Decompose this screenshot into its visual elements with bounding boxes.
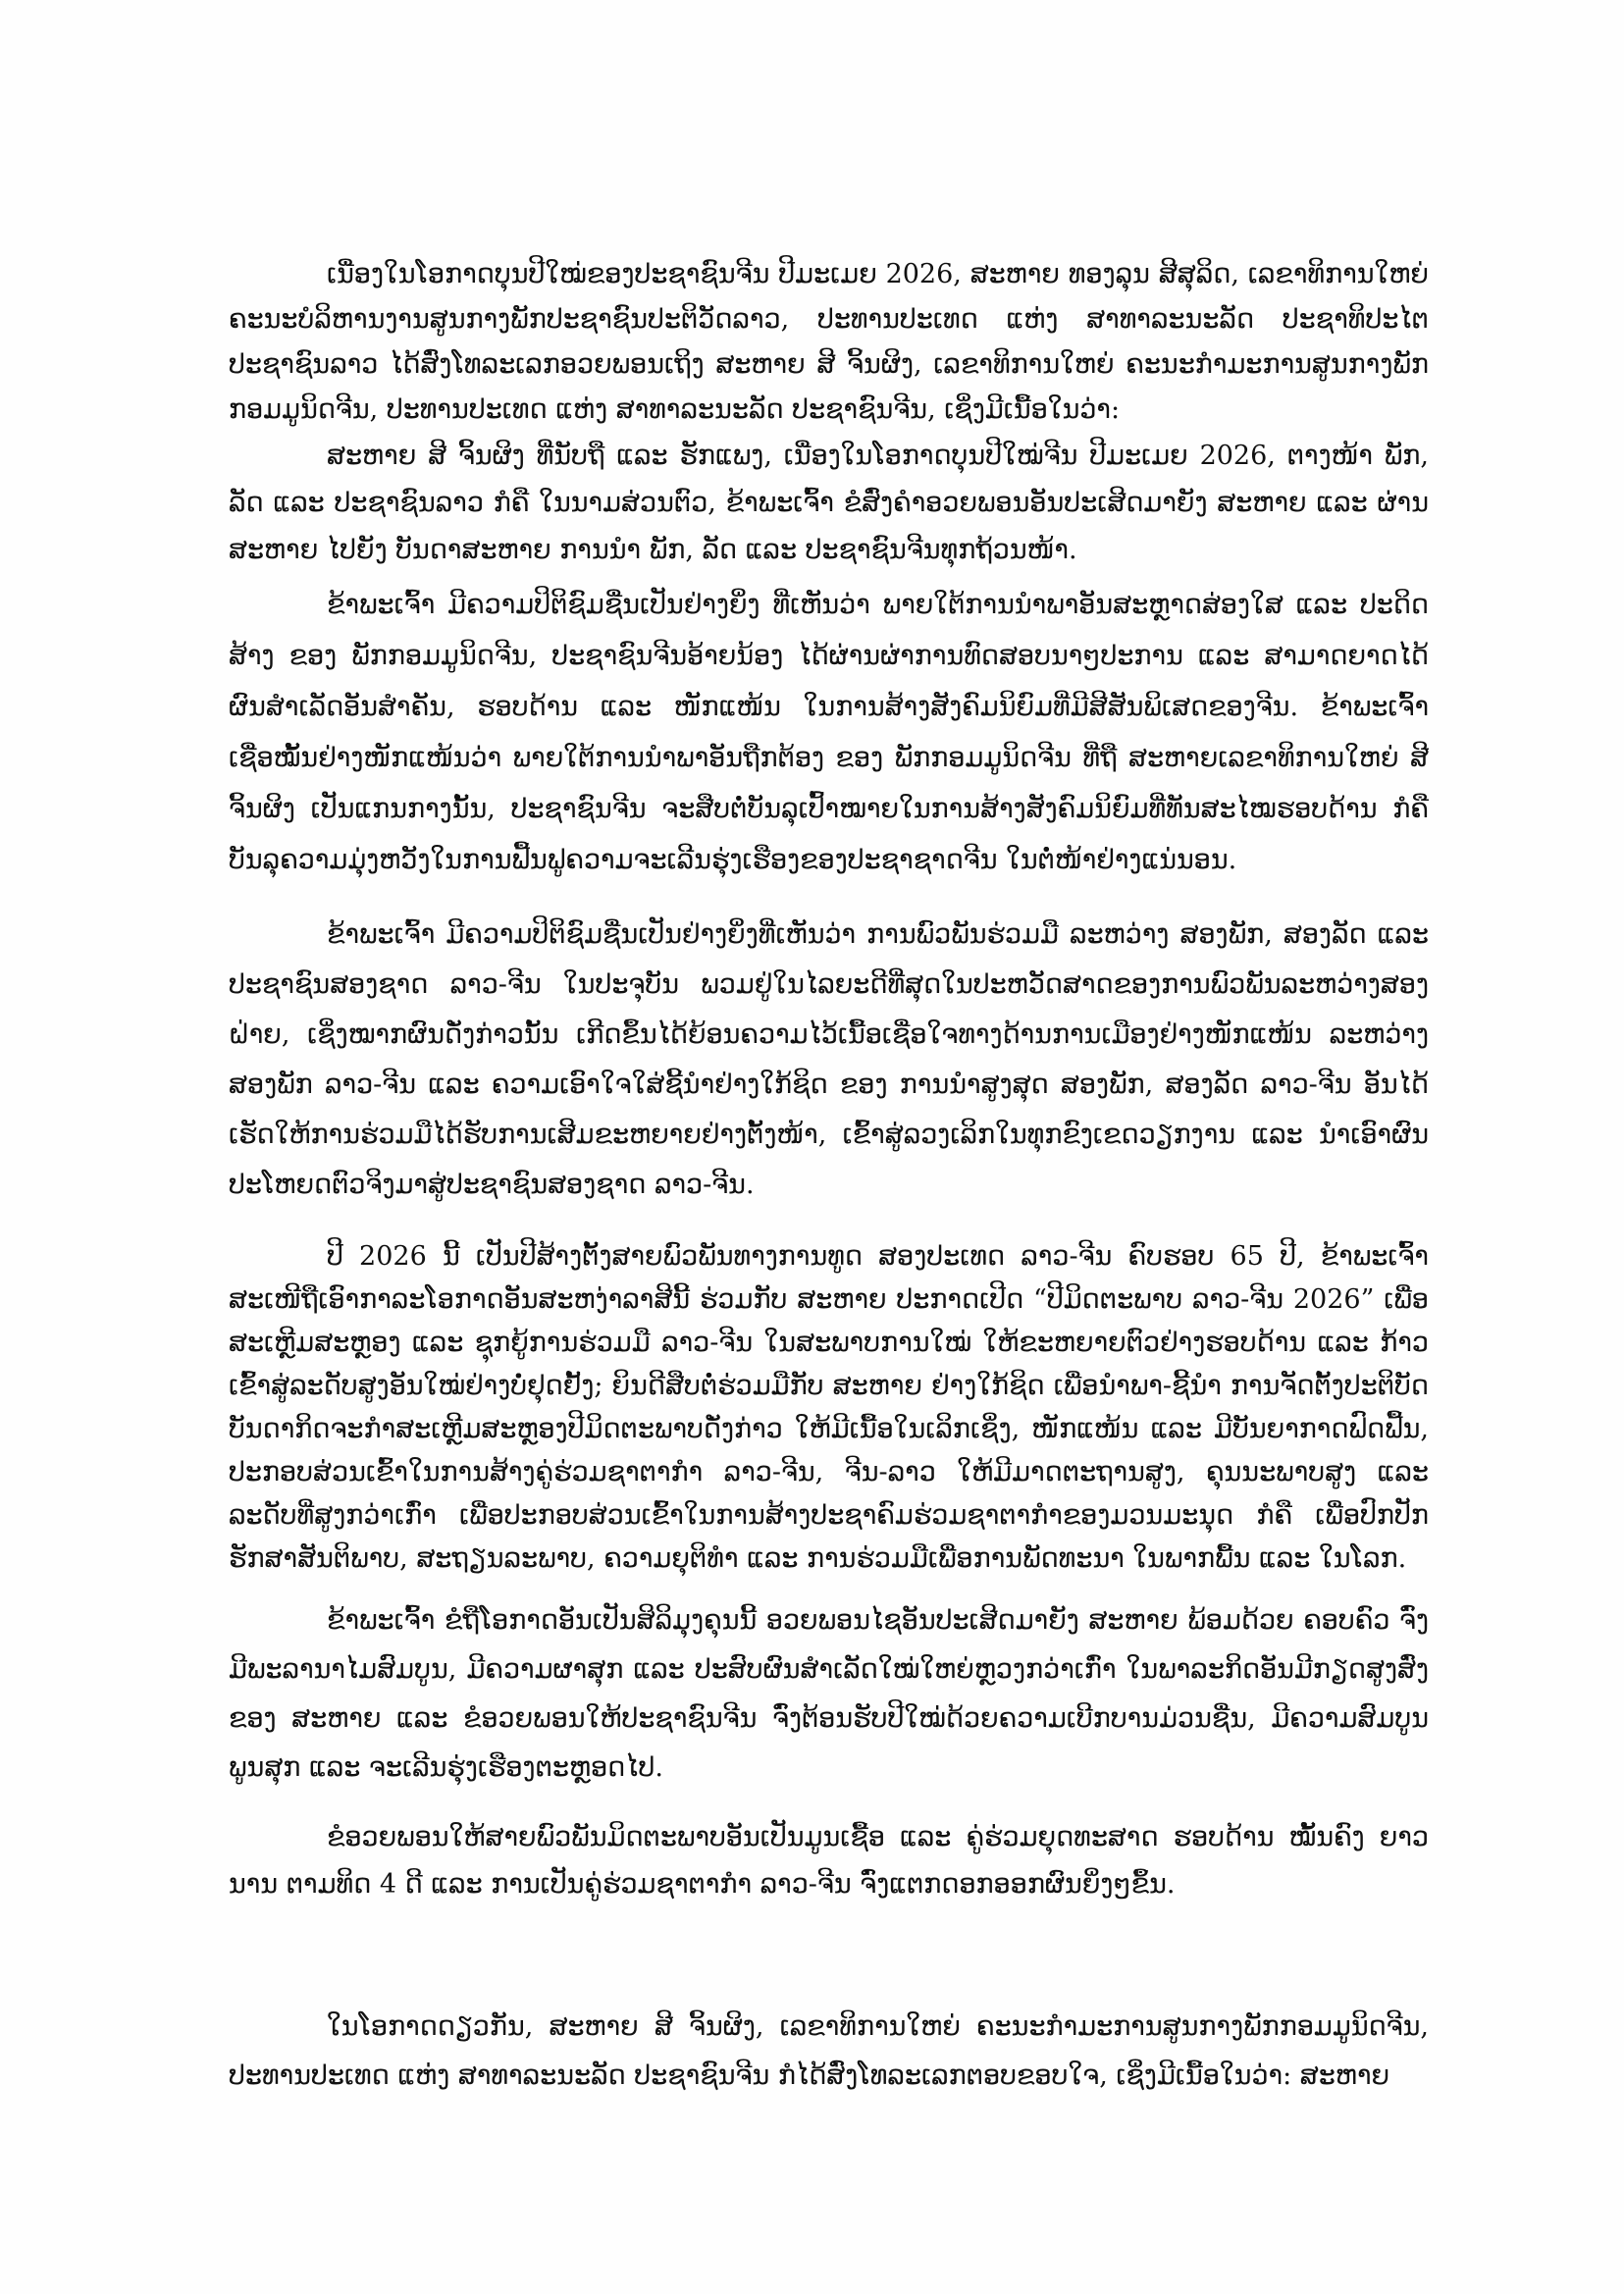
paragraph-closing-wish: ຂໍອວຍພອນໃຫ້ສາຍພົວພັນມິດຕະພາບອັນເປັນມູນເຊື້ອ ແລະ ຄູ່ຮ່ວມຍຸດທະສາດ ຮອບດ້ານ ໝັ້ນຄົງ ຍາວນານ ຕາມທິດ 4 ດີ ແລະ ການເປັນຄູ່ຮ່ວມຊາຕາກຳ ລາວ-ຈີນ ຈົ່ງແຕກດອກອອກຜົນຍິ່ງໆຂຶ້ນ. xyxy=(229,1822,1429,1900)
paragraph-reply-intro: ໃນໂອກາດດຽວກັນ, ສະຫາຍ ສີ ຈິ້ນຜິງ, ເລຂາທິການໃຫຍ່ ຄະນະກຳມະການສູນກາງພັກກອມມູນິດຈີນ, ປະທານປະເທດ ແຫ່ງ ສາທາລະນະລັດ ປະຊາຊົນຈີນ ກໍໄດ້ສົ່ງໂທລະເລກຕອບຂອບໃຈ, ເຊິ່ງມີເນື້ອໃນວ່າ: ສະຫາຍ xyxy=(229,2011,1429,2091)
paragraph-china-achievements: ຂ້າພະເຈົ້າ ມີຄວາມປິຕິຊົມຊື່ນເປັນຢ່າງຍິ່ງ ທີ່ເຫັນວ່າ ພາຍໃຕ້ການນຳພາອັນສະຫຼາດສ່ອງໃສ ແລະ ປະດິດສ້າງ ຂອງ ພັກກອມມູນິດຈີນ, ປະຊາຊົນຈີນອ້າຍນ້ອງ ໄດ້ຜ່ານຜ່າການທົດສອບນາໆປະການ ແລະ ສາມາດຍາດໄດ້ຜົນສຳເລັດອັນສຳຄັນ, ຮອບດ້ານ ແລະ ໜັກແໜ້ນ ໃນການສ້າງສັງຄົມນິຍົມທີ່ມີສີສັນພິເສດຂອງຈີນ. ຂ້າພະເຈົ້າ ເຊື່ອໝັ້ນຢ່າງໜັກແໜ້ນວ່າ ພາຍໃຕ້ການນຳພາອັນຖືກຕ້ອງ ຂອງ ພັກກອມມູນິດຈີນ ທີ່ຖື ສະຫາຍເລຂາທິການໃຫຍ່ ສີ ຈິ້ນຜິງ ເປັນແກນກາງນັ້ນ, ປະຊາຊົນຈີນ ຈະສືບຕໍ່ບັນລຸເປົ້າໝາຍໃນການສ້າງສັງຄົມນິຍົມທີ່ທັນສະໄໝຮອບດ້ານ ກໍຄື ບັນລຸຄວາມມຸ່ງຫວັງໃນການຟື້ນຟູຄວາມຈະເລີນຮຸ່ງເຮືອງຂອງປະຊາຊາດຈີນ ໃນຕໍ່ໜ້າຢ່າງແນ່ນອນ. xyxy=(229,590,1429,875)
paragraph-wishes: ຂ້າພະເຈົ້າ ຂໍຖືໂອກາດອັນເປັນສິລິມຸງຄຸນນີ້ ອວຍພອນໄຊອັນປະເສີດມາຍັງ ສະຫາຍ ພ້ອມດ້ວຍ ຄອບຄົວ ຈົ່ງມີພະລານາໄມສົມບູນ, ມີຄວາມຜາສຸກ ແລະ ປະສົບຜົນສຳເລັດໃໝ່ໃຫຍ່ຫຼວງກວ່າເກົ່າ ໃນພາລະກິດອັນມີກຽດສູງສົ່ງ ຂອງ ສະຫາຍ ແລະ ຂໍອວຍພອນໃຫ້ປະຊາຊົນຈີນ ຈົ່ງຕ້ອນຮັບປີໃໝ່ດ້ວຍຄວາມເບີກບານມ່ວນຊື່ນ, ມີຄວາມສົມບູນພູນສຸກ ແລະ ຈະເລີນຮຸ່ງເຮືອງຕະຫຼອດໄປ. xyxy=(229,1605,1429,1783)
paragraph-bilateral-relations: ຂ້າພະເຈົ້າ ມີຄວາມປິຕິຊົມຊື່ນເປັນຢ່າງຍິ່ງທີ່ເຫັນວ່າ ການພົວພັນຮ່ວມມື ລະຫວ່າງ ສອງພັກ, ສອງລັດ ແລະ ປະຊາຊົນສອງຊາດ ລາວ-ຈີນ ໃນປະຈຸບັນ ພວມຢູ່ໃນໄລຍະດີທີ່ສຸດໃນປະຫວັດສາດຂອງການພົວພັນລະຫວ່າງສອງຝ່າຍ, ເຊິ່ງໝາກຜົນດັ່ງກ່າວນັ້ນ ເກີດຂຶ້ນໄດ້ຍ້ອນຄວາມໄວ້ເນື້ອເຊື່ອໃຈທາງດ້ານການເມືອງຢ່າງໜັກແໜ້ນ ລະຫວ່າງ ສອງພັກ ລາວ-ຈີນ ແລະ ຄວາມເອົາໃຈໃສ່ຊີ້ນຳຢ່າງໃກ້ຊິດ ຂອງ ການນຳສູງສຸດ ສອງພັກ, ສອງລັດ ລາວ-ຈີນ ອັນໄດ້ເຮັດໃຫ້ການຮ່ວມມືໄດ້ຮັບການເສີມຂະຫຍາຍຢ່າງຕັ້ງໜ້າ, ເຂົ້າສູ່ລວງເລິກໃນທຸກຂົງເຂດວຽກງານ ແລະ ນຳເອົາຜົນປະໂຫຍດຕົວຈິງມາສູ່ປະຊາຊົນສອງຊາດ ລາວ-ຈີນ. xyxy=(229,919,1429,1200)
paragraph-friendship-year: ປີ 2026 ນີ້ ເປັນປີສ້າງຕັ້ງສາຍພົວພັນທາງການທູດ ສອງປະເທດ ລາວ-ຈີນ ຄົບຮອບ 65 ປີ, ຂ້າພະເຈົ້າ ສະເໜີຖືເອົາກາລະໂອກາດອັນສະຫງ່າລາສີນີ້ ຮ່ວມກັບ ສະຫາຍ ປະກາດເປີດ “ປີມິດຕະພາບ ລາວ-ຈີນ 2026” ເພື່ອສະເຫຼີມສະຫຼອງ ແລະ ຊຸກຍູ້ການຮ່ວມມື ລາວ-ຈີນ ໃນສະພາບການໃໝ່ ໃຫ້ຂະຫຍາຍຕົວຢ່າງຮອບດ້ານ ແລະ ກ້າວເຂົ້າສູ່ລະດັບສູງອັນໃໝ່ຢ່າງບໍ່ຢຸດຢັ້ງ; ຍິນດີສືບຕໍ່ຮ່ວມມືກັບ ສະຫາຍ ຢ່າງໃກ້ຊິດ ເພື່ອນຳພາ-ຊີ້ນຳ ການຈັດຕັ້ງປະຕິບັດບັນດາກິດຈະກຳສະເຫຼີມສະຫຼອງປີມິດຕະພາບດັ່ງກ່າວ ໃຫ້ມີເນື້ອໃນເລິກເຊິ່ງ, ໜັກແໜ້ນ ແລະ ມີບັນຍາກາດຟົດຟື້ນ, ປະກອບສ່ວນເຂົ້າໃນການສ້າງຄູ່ຮ່ວມຊາຕາກຳ ລາວ-ຈີນ, ຈີນ-ລາວ ໃຫ້ມີມາດຕະຖານສູງ, ຄຸນນະພາບສູງ ແລະ ລະດັບທີ່ສູງກວ່າເກົ່າ ເພື່ອປະກອບສ່ວນເຂົ້າໃນການສ້າງປະຊາຄົມຮ່ວມຊາຕາກຳຂອງມວນມະນຸດ ກໍຄື ເພື່ອປົກປັກຮັກສາສັນຕິພາບ, ສະຖຽນລະພາບ, ຄວາມຍຸຕິທຳ ແລະ ການຮ່ວມມືເພື່ອການພັດທະນາ ໃນພາກພື້ນ ແລະ ໃນໂລກ. xyxy=(229,1241,1429,1574)
paragraph-intro: ເນື່ອງໃນໂອກາດບຸນປີໃໝ່ຂອງປະຊາຊົນຈີນ ປີມະເມຍ 2026, ສະຫາຍ ທອງລຸນ ສີສຸລິດ, ເລຂາທິການໃຫຍ່ ຄະນະບໍລິຫານງານສູນກາງພັກປະຊາຊົນປະຕິວັດລາວ, ປະທານປະເທດ ແຫ່ງ ສາທາລະນະລັດ ປະຊາທິປະໄຕ ປະຊາຊົນລາວ ໄດ້ສົ່ງໂທລະເລກອວຍພອນເຖິງ ສະຫາຍ ສີ ຈິ້ນຜິງ, ເລຂາທິການໃຫຍ່ ຄະນະກຳມະການສູນກາງພັກກອມມູນິດຈີນ, ປະທານປະເທດ ແຫ່ງ ສາທາລະນະລັດ ປະຊາຊົນຈີນ, ເຊິ່ງມີເນື້ອໃນວ່າ: xyxy=(229,259,1429,425)
document-body xyxy=(229,252,1429,2101)
paragraph-greeting: ສະຫາຍ ສີ ຈິ້ນຜິງ ທີ່ນັບຖື ແລະ ຮັກແພງ, ເນື່ອງໃນໂອກາດບຸນປີໃໝ່ຈີນ ປີມະເມຍ 2026, ຕາງໜ້າ ພັກ, ລັດ ແລະ ປະຊາຊົນລາວ ກໍຄື ໃນນາມສ່ວນຕົວ, ຂ້າພະເຈົ້າ ຂໍສົ່ງຄຳອວຍພອນອັນປະເສີດມາຍັງ ສະຫາຍ ແລະ ຜ່ານສະຫາຍ ໄປຍັງ ບັນດາສະຫາຍ ການນຳ ພັກ, ລັດ ແລະ ປະຊາຊົນຈີນທຸກຖ້ວນໜ້າ. xyxy=(229,441,1429,565)
